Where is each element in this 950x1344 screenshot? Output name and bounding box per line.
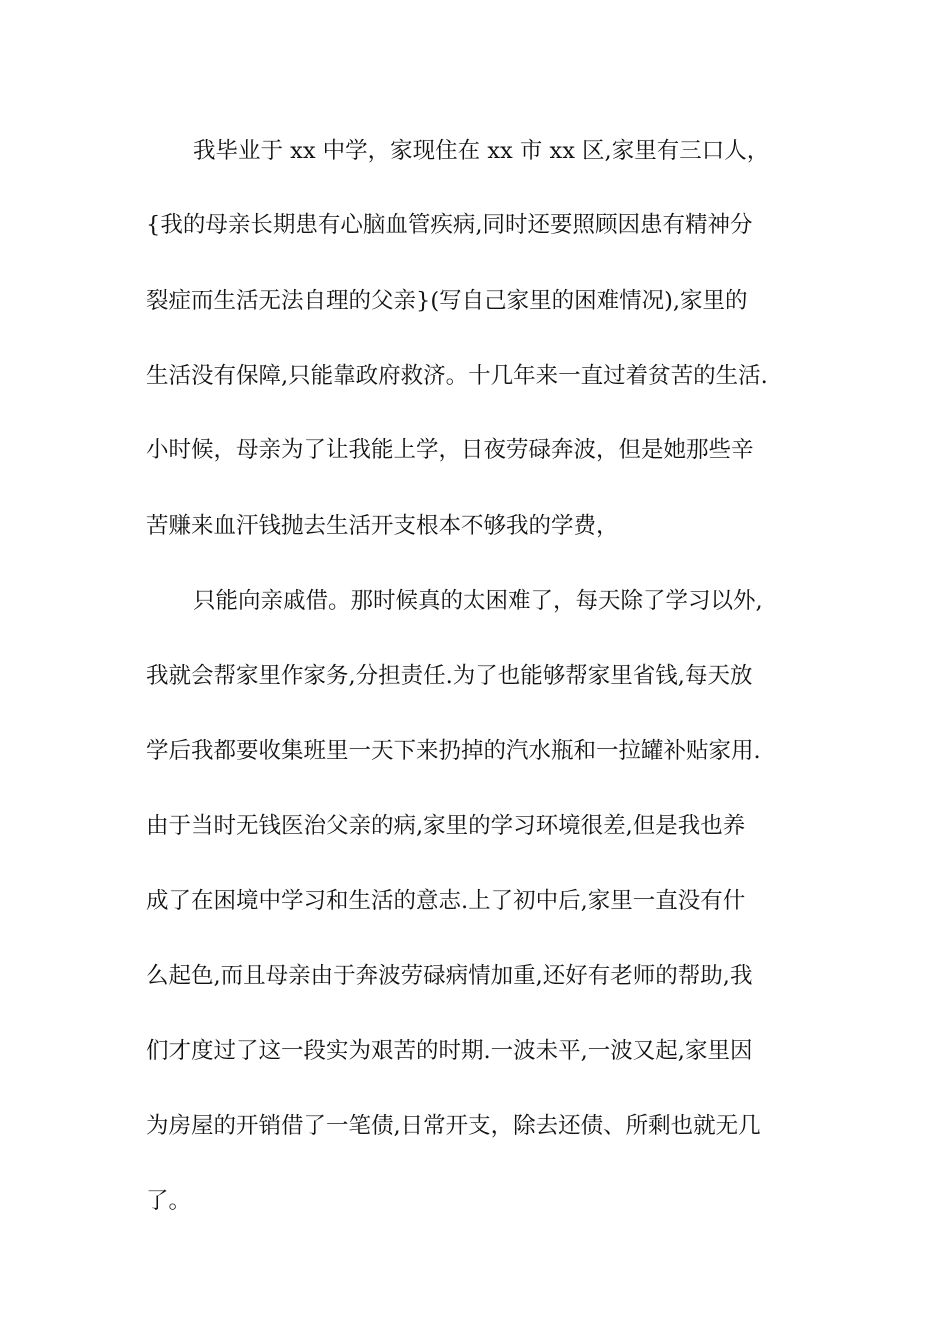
- paragraph-1-line-5: 小时候，母亲为了让我能上学，日夜劳碌奔波，但是她那些辛: [146, 437, 754, 463]
- paragraph-2-line-2: 我就会帮家里作家务,分担责任.为了也能够帮家里省钱,每天放: [146, 663, 753, 689]
- paragraph-2-line-9: 了。: [146, 1188, 192, 1214]
- paragraph-2-line-6: 么起色,而且母亲由于奔波劳碌病情加重,还好有老师的帮助,我: [146, 963, 753, 989]
- paragraph-1-line-6: 苦赚来血汗钱抛去生活开支根本不够我的学费，: [146, 513, 619, 539]
- paragraph-2-line-5: 成了在困境中学习和生活的意志.上了初中后,家里一直没有什: [146, 888, 746, 914]
- paragraph-1-line-1: 我毕业于 xx 中学，家现住在 xx 市 xx 区,家里有三口人，: [193, 138, 770, 164]
- paragraph-1-line-2: {我的母亲长期患有心脑血管疾病,同时还要照顾因患有精神分: [146, 212, 753, 238]
- paragraph-1-line-4: 生活没有保障,只能靠政府救济。十几年来一直过着贫苦的生活.: [146, 363, 768, 389]
- paragraph-2-line-7: 们才度过了这一段实为艰苦的时期.一波未平,一波又起,家里因: [146, 1038, 753, 1064]
- paragraph-2-line-1: 只能向亲戚借。那时候真的太困难了，每天除了学习以外,: [193, 588, 763, 614]
- paragraph-1-line-3: 裂症而生活无法自理的父亲}(写自己家里的困难情况),家里的: [146, 288, 748, 314]
- paragraph-2-line-3: 学后我都要收集班里一天下来扔掉的汽水瓶和一拉罐补贴家用.: [146, 738, 761, 764]
- paragraph-2-line-4: 由于当时无钱医治父亲的病,家里的学习环境很差,但是我也养: [146, 813, 746, 839]
- paragraph-2-line-8: 为房屋的开销借了一笔债,日常开支，除去还债、所剩也就无几: [146, 1113, 761, 1139]
